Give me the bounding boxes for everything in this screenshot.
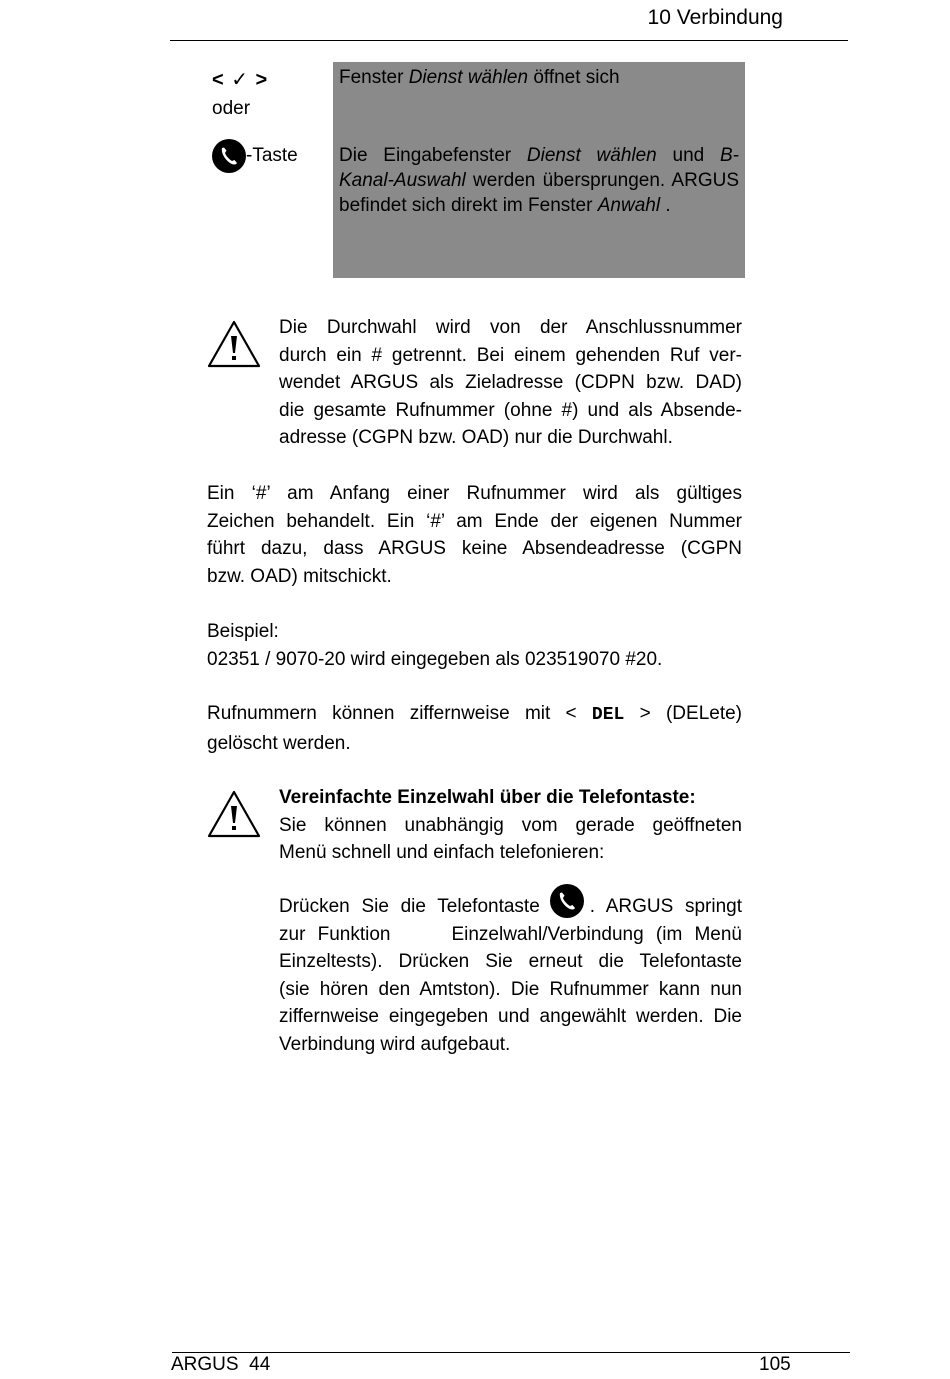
- page-number: 105: [759, 1354, 791, 1375]
- example-label: Beispiel:: [207, 621, 279, 642]
- header-divider: [170, 40, 848, 41]
- phone-icon: [550, 884, 584, 918]
- warning-paragraph-einzelwahl: Vereinfachte Einzelwahl über die Telefontaste: Sie können unabhängig vom gerade geöffneten Menü schnell und einfach telefonieren:: [279, 784, 742, 867]
- or-label: oder: [212, 98, 251, 119]
- warning-icon: [207, 790, 261, 838]
- paragraph-hash-sign: Ein ‘#’ am Anfang einer Rufnummer wird als gültiges Zeichen behandelt. Ein ‘#’ am Ende der eigenen Nummer führt dazu, dass ARGUS keine Absendeadresse (CGPN bzw. OAD) mitschickt.: [207, 483, 742, 587]
- warning-icon: [207, 320, 261, 368]
- warning-paragraph-durchwahl: Die Durchwahl wird von der Anschlussnummer durch ein # getrennt. Bei einem gehenden Ruf ver- wendet ARGUS als Zieladresse (CDPN bzw. DAD) die gesamte Rufnummer (ohne #) und als Absende- adresse (CGPN bzw. OAD) nur die Durchwahl.: [279, 317, 742, 448]
- phone-key-label: [212, 139, 298, 173]
- footer-product: ARGUS 44: [171, 1354, 271, 1375]
- check-key-label: < ✓ >: [212, 69, 269, 91]
- phone-key-suffix: -Taste: [246, 145, 298, 166]
- example-text: 02351 / 9070-20 wird eingegeben als 023519070 #20.: [207, 648, 663, 670]
- phone-key-paragraph: Drücken Sie die Telefontaste . ARGUS springt zur Funktion Einzelwahl/Verbindung (im Menü Einzeltests). Drücken Sie erneut die Telefontaste (sie hören den Amtston). Die Rufnummer kann nun ziffernweise eingegeben und angewählt werden. Die Verbindung wird aufgebaut.: [279, 884, 742, 1058]
- phone-icon: [212, 139, 246, 173]
- del-key: DEL: [591, 705, 625, 725]
- example-paragraph: [207, 618, 742, 673]
- instruction-box-line1: Fenster Dienst wählen öffnet sich: [339, 67, 620, 88]
- instruction-box-paragraph: Die Eingabefenster Dienst wählen und B-Kanal-Auswahl werden übersprungen. ARGUS befindet sich direkt im Fenster Anwahl .: [339, 145, 739, 216]
- chapter-title: 10 Verbindung: [647, 6, 783, 29]
- einzelwahl-title: Vereinfachte Einzelwahl über die Telefontaste:: [279, 787, 696, 808]
- delete-paragraph: Rufnummern können ziffernweise mit < DEL > (DELete) gelöscht werden.: [207, 703, 742, 754]
- footer-divider: [172, 1352, 850, 1353]
